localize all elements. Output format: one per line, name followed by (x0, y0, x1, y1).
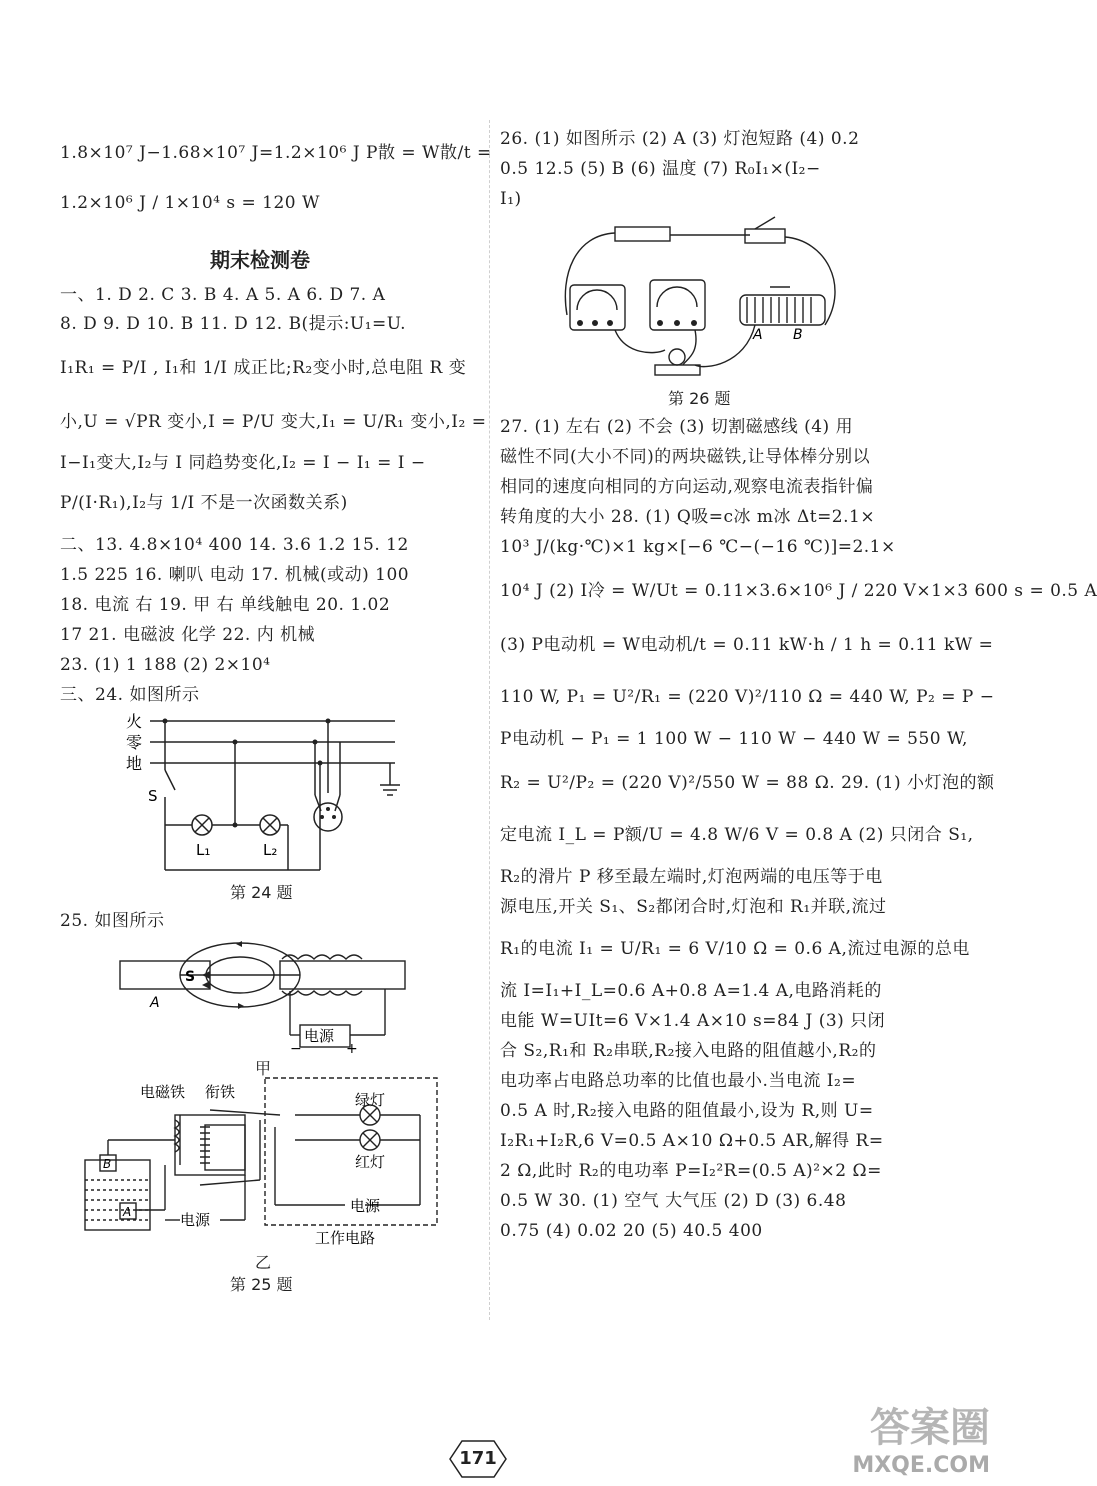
answer-line: P/(I·R₁),I₂与 1/I 不是一次函数关系) (60, 493, 348, 513)
answer-line: 2 Ω,此时 R₂的电功率 P=I₂²R=(0.5 A)²×2 Ω= (500, 1161, 882, 1181)
switch-label: S (148, 787, 158, 805)
minus-label: − (290, 1041, 302, 1057)
answer-line: I₁R₁ = P/I , I₁和 1/I 成正比;R₂变小时,总电阻 R 变 (60, 358, 467, 378)
answer-line: 1.8×10⁷ J−1.68×10⁷ J=1.2×10⁶ J P散 = W散/t = (60, 143, 492, 163)
answer-line: 25. 如图所示 (60, 911, 165, 931)
figure-26-apparatus (555, 215, 855, 385)
answer-line: 1.2×10⁶ J / 1×10⁴ s = 120 W (60, 193, 320, 213)
answer-line: 0.5 12.5 (5) B (6) 温度 (7) R₀I₁×(I₂− (500, 159, 821, 179)
figure-24-circuit (110, 705, 420, 905)
answer-line: 三、24. 如图所示 (60, 685, 200, 705)
green-lamp-label: 绿灯 (355, 1091, 386, 1109)
page-number: 171 (448, 1437, 508, 1481)
section-title: 期末检测卷 (210, 248, 310, 272)
answer-line: 27. (1) 左右 (2) 不会 (3) 切割磁感线 (4) 用 (500, 417, 854, 437)
armature-label: 衔铁 (205, 1083, 236, 1101)
answer-line: 源电压,开关 S₁、S₂都闭合时,灯泡和 R₁并联,流过 (500, 897, 887, 917)
work-power-label: 电源 (350, 1197, 381, 1215)
answer-line: 相同的速度向相同的方向运动,观察电流表指针偏 (500, 477, 874, 497)
terminal-b-label: B (793, 327, 803, 343)
answer-line: I₁) (500, 189, 522, 209)
electromagnet-label: 电磁铁 (140, 1083, 186, 1101)
answer-line: 0.5 W 30. (1) 空气 大气压 (2) D (3) 6.48 (500, 1191, 847, 1211)
terminal-a-label: A (753, 327, 763, 343)
answer-line: 10³ J/(kg·℃)×1 kg×[−6 ℃−(−16 ℃)]=2.1× (500, 537, 896, 557)
answer-line: 磁性不同(大小不同)的两块磁铁,让导体棒分别以 (500, 447, 871, 467)
answer-line: 23. (1) 1 188 (2) 2×10⁴ (60, 655, 271, 675)
live-wire-label: 火 (126, 712, 143, 731)
label-a: A (150, 995, 160, 1011)
lamp1-label: L₁ (196, 841, 211, 859)
answer-line: P电动机 − P₁ = 1 100 W − 110 W − 440 W = 550 W, (500, 729, 968, 749)
answer-line: 二、13. 4.8×10⁴ 400 14. 3.6 1.2 15. 12 (60, 535, 409, 555)
answer-line: 转角度的大小 28. (1) Q吸=c冰 m冰 Δt=2.1× (500, 507, 876, 527)
answer-line: R₂ = U²/P₂ = (220 V)²/550 W = 88 Ω. 29. (1) 小灯泡的额 (500, 773, 995, 793)
answer-line: 110 W, P₁ = U²/R₁ = (220 V)²/110 Ω = 440 W, P₂ = P − (500, 687, 995, 707)
subfigure-label: 乙 (255, 1253, 272, 1272)
power-label: 电源 (304, 1027, 335, 1045)
figure-25-yi (80, 1075, 450, 1250)
answer-line: 流 I=I₁+I_L=0.6 A+0.8 A=1.4 A,电路消耗的 (500, 981, 882, 1001)
answer-line: 电功率占电路总功率的比值也最小.当电流 I₂= (500, 1071, 857, 1091)
answer-line: 小,U = √PR 变小,I = P/U 变大,I₁ = U/R₁ 变小,I₂ = (60, 412, 487, 432)
subfigure-label: 甲 (255, 1059, 272, 1078)
lamp2-label: L₂ (263, 841, 278, 859)
figure-caption: 第 25 题 (230, 1275, 293, 1294)
ground-wire-label: 地 (126, 754, 143, 773)
answer-line: 一、1. D 2. C 3. B 4. A 5. A 6. D 7. A (60, 285, 386, 305)
watermark-logo: 答案圈 MXQE.COM (852, 1405, 990, 1478)
red-lamp-label: 红灯 (355, 1153, 386, 1171)
box-a-label: A (123, 1205, 132, 1219)
answer-line: 合 S₂,R₁和 R₂串联,R₂接入电路的阻值越小,R₂的 (500, 1041, 877, 1061)
column-divider (489, 120, 490, 1320)
answer-line: 8. D 9. D 10. B 11. D 12. B(提示:U₁=U. (60, 314, 406, 334)
work-circuit-label: 工作电路 (315, 1229, 376, 1247)
answer-line: 1.5 225 16. 喇叭 电动 17. 机械(或动) 100 (60, 565, 410, 585)
answer-line: 10⁴ J (2) I冷 = W/Ut = 0.11×3.6×10⁶ J / 220 V×1×3 600 s = 0.5 A (500, 581, 1097, 601)
figure-25-jia (110, 935, 430, 1060)
control-power-label: 电源 (180, 1211, 211, 1229)
figure-caption: 第 24 题 (230, 883, 293, 902)
answer-line: R₁的电流 I₁ = U/R₁ = 6 V/10 Ω = 0.6 A,流过电源的总电 (500, 939, 970, 959)
answer-line: 17 21. 电磁波 化学 22. 内 机械 (60, 625, 316, 645)
answer-line: R₂的滑片 P 移至最左端时,灯泡两端的电压等于电 (500, 867, 883, 887)
figure-caption: 第 26 题 (668, 389, 731, 408)
pole-s-label: S (185, 969, 196, 985)
box-b-label: B (103, 1157, 112, 1171)
answer-line: 0.75 (4) 0.02 20 (5) 40.5 400 (500, 1221, 763, 1241)
answer-line: I₂R₁+I₂R,6 V=0.5 A×10 Ω+0.5 AR,解得 R= (500, 1131, 884, 1151)
answer-line: 0.5 A 时,R₂接入电路的阻值最小,设为 R,则 U= (500, 1101, 874, 1121)
neutral-wire-label: 零 (126, 733, 143, 752)
answer-line: 18. 电流 右 19. 甲 右 单线触电 20. 1.02 (60, 595, 391, 615)
answer-line: 定电流 I_L = P额/U = 4.8 W/6 V = 0.8 A (2) 只闭合 S₁, (500, 825, 974, 845)
answer-line: 26. (1) 如图所示 (2) A (3) 灯泡短路 (4) 0.2 (500, 129, 860, 149)
answer-line: I−I₁变大,I₂与 I 同趋势变化,I₂ = I − I₁ = I − (60, 453, 426, 473)
answer-line: 电能 W=UIt=6 V×1.4 A×10 s=84 J (3) 只闭 (500, 1011, 886, 1031)
answer-line: (3) P电动机 = W电动机/t = 0.11 kW·h / 1 h = 0.11 kW = (500, 635, 994, 655)
plus-label: + (346, 1041, 358, 1057)
